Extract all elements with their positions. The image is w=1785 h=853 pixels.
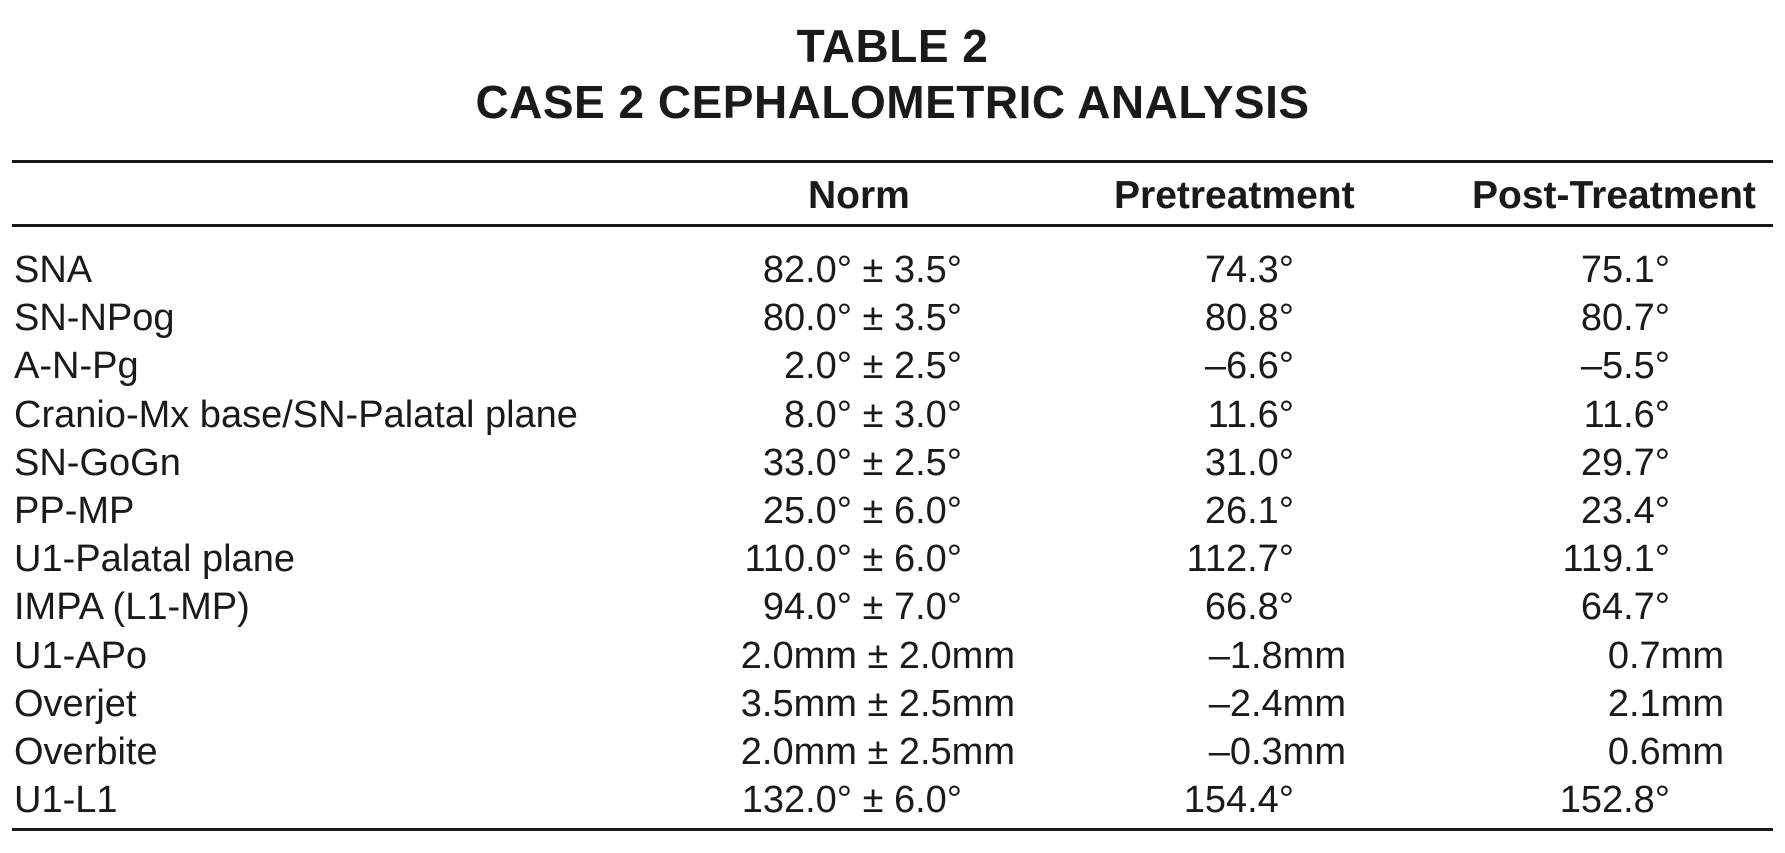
row-label: Overjet xyxy=(14,682,137,725)
post-treatment-value: 152.8° xyxy=(1559,779,1670,822)
row-label: SNA xyxy=(14,249,93,291)
row-label: SN-GoGn xyxy=(14,441,181,484)
pretreatment-value: 31.0° xyxy=(1204,441,1294,484)
table-caption: CASE 2 CEPHALOMETRIC ANALYSIS xyxy=(475,76,1310,128)
table-row xyxy=(0,535,1785,583)
norm-value: 82.0° ± 3.5° xyxy=(762,249,962,291)
norm-value: 2.0mm ± 2.5mm xyxy=(740,730,1015,773)
row-label: SN-NPog xyxy=(14,297,175,340)
row-label: Overbite xyxy=(14,730,158,773)
post-treatment-value: 80.7° xyxy=(1580,297,1670,340)
post-treatment-value: 23.4° xyxy=(1580,489,1670,532)
norm-value: 33.0° ± 2.5° xyxy=(762,441,962,484)
pretreatment-value: –2.4mm xyxy=(1208,682,1346,725)
post-treatment-value: 64.7° xyxy=(1580,586,1670,629)
row-label: Cranio-Mx base/SN-Palatal plane xyxy=(14,393,578,436)
norm-value: 110.0° ± 6.0° xyxy=(744,538,962,581)
table-row xyxy=(0,294,1785,342)
table-row xyxy=(0,632,1785,680)
post-treatment-value: 29.7° xyxy=(1580,441,1670,484)
table-number: TABLE 2 xyxy=(796,20,989,72)
table-row xyxy=(0,391,1785,439)
table-row xyxy=(0,583,1785,631)
table-title xyxy=(0,18,1785,130)
post-treatment-value: 11.6° xyxy=(1583,393,1670,436)
pretreatment-value: 26.1° xyxy=(1204,489,1294,532)
pretreatment-value: 80.8° xyxy=(1204,297,1294,340)
column-header-post-treatment: Post-Treatment xyxy=(1472,174,1756,217)
post-treatment-value: 2.1mm xyxy=(1607,682,1724,725)
table-row xyxy=(0,439,1785,487)
row-label: U1-Palatal plane xyxy=(14,538,295,581)
pretreatment-value: 11.6° xyxy=(1207,393,1294,436)
table-row xyxy=(0,776,1785,824)
row-label: IMPA (L1-MP) xyxy=(14,586,250,629)
pretreatment-value: 74.3° xyxy=(1204,249,1294,291)
table-body xyxy=(0,246,1785,824)
norm-value: 8.0° ± 3.0° xyxy=(783,393,962,436)
post-treatment-value: 75.1° xyxy=(1580,249,1670,291)
table-header-row xyxy=(0,172,1785,220)
norm-value: 2.0mm ± 2.0mm xyxy=(740,634,1015,677)
column-header-pretreatment: Pretreatment xyxy=(1114,174,1355,217)
row-label: U1-L1 xyxy=(14,779,118,822)
pretreatment-value: 66.8° xyxy=(1204,586,1294,629)
table-row xyxy=(0,246,1785,294)
row-label: A-N-Pg xyxy=(14,345,139,388)
header-rule xyxy=(12,224,1773,227)
post-treatment-value: 0.7mm xyxy=(1607,634,1724,677)
norm-value: 25.0° ± 6.0° xyxy=(762,489,962,532)
post-treatment-value: 119.1° xyxy=(1562,538,1670,581)
row-label: U1-APo xyxy=(14,634,148,677)
top-rule xyxy=(12,160,1773,163)
table-row xyxy=(0,342,1785,390)
column-header-norm: Norm xyxy=(808,174,910,217)
pretreatment-value: –1.8mm xyxy=(1208,634,1346,677)
row-label: PP-MP xyxy=(14,489,135,532)
pretreatment-value: –0.3mm xyxy=(1208,730,1346,773)
norm-value: 132.0° ± 6.0° xyxy=(741,779,962,822)
norm-value: 80.0° ± 3.5° xyxy=(762,297,962,340)
table-row xyxy=(0,680,1785,728)
pretreatment-value: 154.4° xyxy=(1183,779,1294,822)
table-row xyxy=(0,487,1785,535)
pretreatment-value: 112.7° xyxy=(1186,538,1294,581)
table-row xyxy=(0,728,1785,776)
pretreatment-value: –6.6° xyxy=(1204,345,1294,388)
bottom-rule xyxy=(12,828,1773,831)
norm-value: 94.0° ± 7.0° xyxy=(762,586,962,629)
norm-value: 3.5mm ± 2.5mm xyxy=(740,682,1015,725)
post-treatment-value: –5.5° xyxy=(1580,345,1670,388)
norm-value: 2.0° ± 2.5° xyxy=(783,345,962,388)
post-treatment-value: 0.6mm xyxy=(1607,730,1724,773)
